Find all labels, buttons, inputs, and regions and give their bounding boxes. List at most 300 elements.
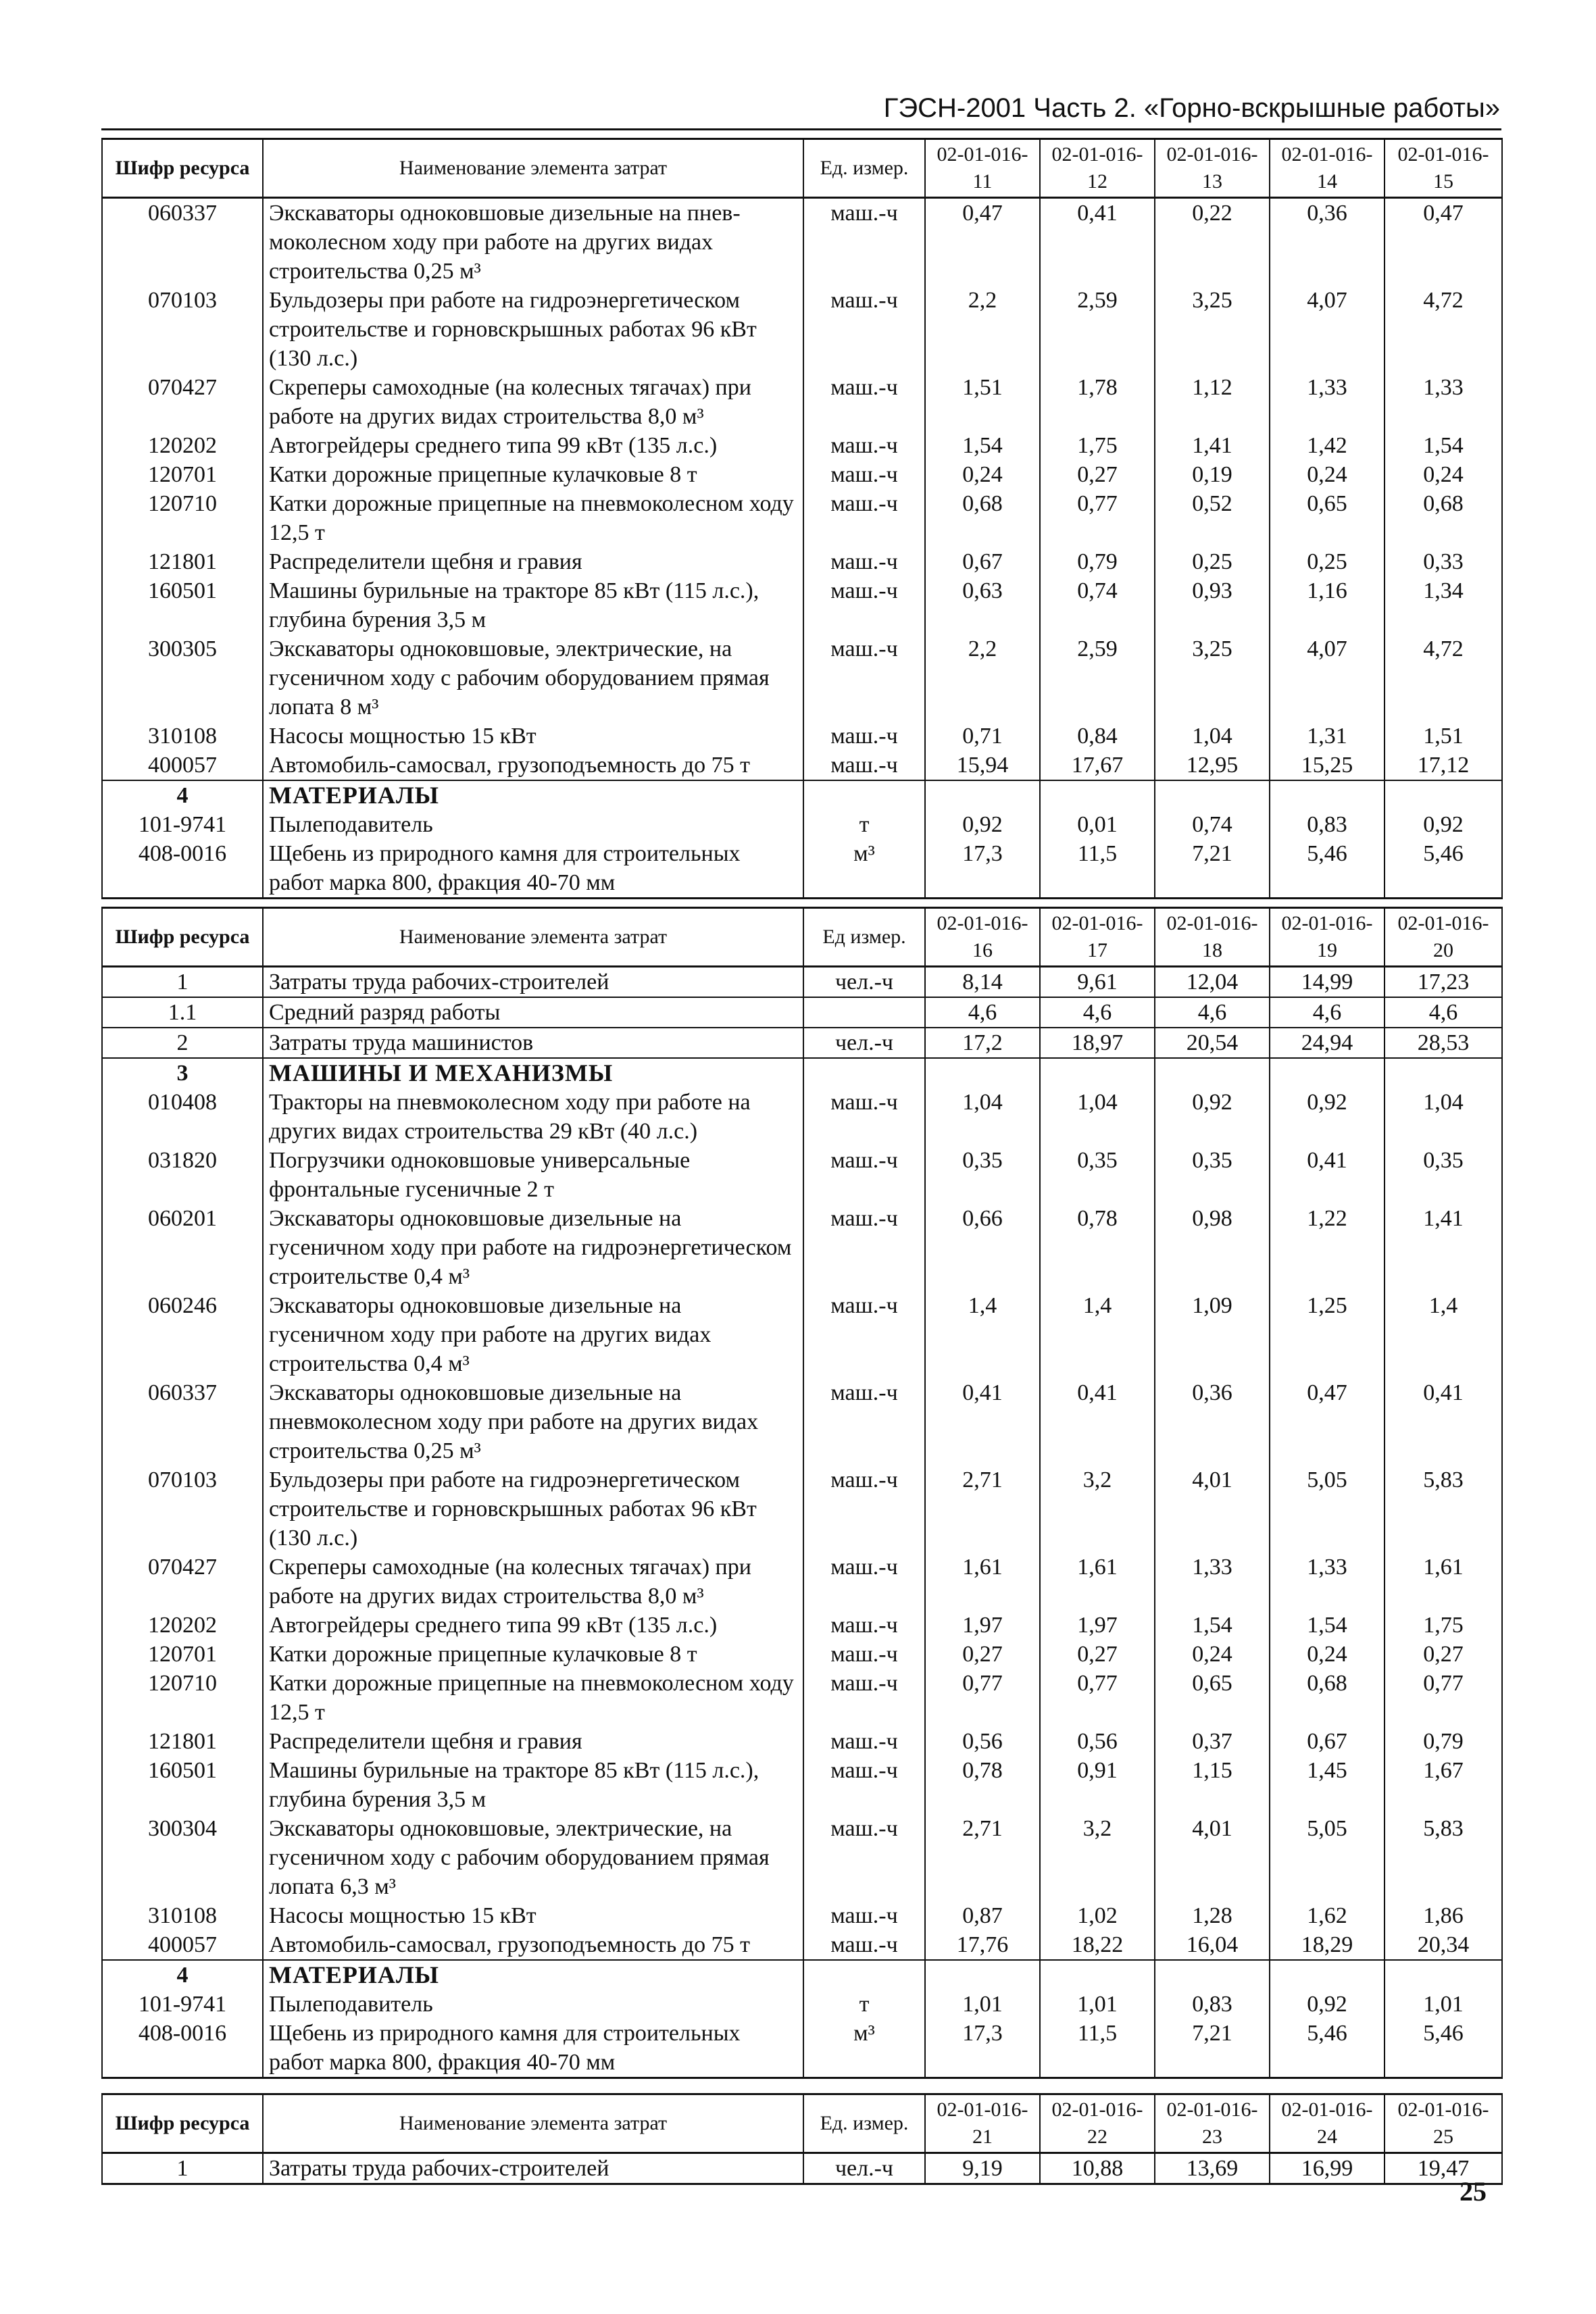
- resource-name: Погрузчики одноковшовые универсальные фронтальные гусеничные 2 т: [263, 1146, 803, 1204]
- norm-value: 1,41: [1385, 1204, 1502, 1291]
- norm-value: 18,22: [1040, 1930, 1155, 1960]
- norm-value: 0,78: [1040, 1204, 1155, 1291]
- section-row: [102, 780, 1502, 810]
- norm-value: 16,99: [1270, 2153, 1385, 2184]
- unit-of-measure: [803, 780, 925, 810]
- column-header-norm-code: 02-01-016-19: [1270, 908, 1385, 967]
- norm-value: 2,71: [925, 1465, 1040, 1553]
- resource-code: 121801: [102, 547, 263, 576]
- resource-name: Распределители щебня и гравия: [263, 1727, 803, 1756]
- norm-value: 0,91: [1040, 1756, 1155, 1814]
- table-row: [102, 198, 1502, 286]
- norm-value: 1,31: [1270, 722, 1385, 751]
- resource-code: 4: [102, 1960, 263, 1990]
- table-header-row: [102, 139, 1502, 198]
- unit-of-measure: маш.-ч: [803, 1727, 925, 1756]
- norm-value: 4,6: [1155, 997, 1270, 1028]
- resource-code: 400057: [102, 751, 263, 780]
- norm-value: 28,53: [1385, 1028, 1502, 1058]
- norm-value: 13,69: [1155, 2153, 1270, 2184]
- resource-name: Экскаваторы одноковшовые дизельные на пнев-моколесном ходу при работе на других видах строительства 0,25 м³: [263, 198, 803, 286]
- resource-name: Средний разряд работы: [263, 997, 803, 1028]
- column-header-norm-code: 02-01-016-17: [1040, 908, 1155, 967]
- norm-value: 0,36: [1155, 1378, 1270, 1465]
- norm-value: 0,33: [1385, 547, 1502, 576]
- norm-value: 1,61: [1385, 1553, 1502, 1611]
- norm-value: 20,54: [1155, 1028, 1270, 1058]
- column-header-norm-code: 02-01-016-15: [1385, 139, 1502, 198]
- resource-code: 1: [102, 967, 263, 998]
- table-row: [102, 839, 1502, 899]
- resource-name: Экскаваторы одноковшовые дизельные на гусеничном ходу при работе на гидроэнергетическом строительстве 0,4 м³: [263, 1204, 803, 1291]
- norm-value: 0,83: [1270, 810, 1385, 839]
- unit-of-measure: маш.-ч: [803, 286, 925, 373]
- norm-value: 0,74: [1040, 576, 1155, 634]
- resource-code: 310108: [102, 722, 263, 751]
- norm-value: 1,67: [1385, 1756, 1502, 1814]
- norm-value: 0,24: [1385, 460, 1502, 489]
- norm-value: 4,6: [1040, 997, 1155, 1028]
- norm-value: 0,68: [925, 489, 1040, 547]
- norm-value: 1,33: [1155, 1553, 1270, 1611]
- norm-value: 0,01: [1040, 810, 1155, 839]
- norm-value: 0,35: [1385, 1146, 1502, 1204]
- resource-name: Пылеподавитель: [263, 1990, 803, 2019]
- column-header-name: Наименование элемента затрат: [263, 908, 803, 967]
- norm-value: 1,51: [1385, 722, 1502, 751]
- table-row: [102, 1669, 1502, 1727]
- norm-value: [1040, 1960, 1155, 1990]
- norm-value: 0,35: [1155, 1146, 1270, 1204]
- norm-value: 5,46: [1385, 839, 1502, 899]
- resource-name: Автогрейдеры среднего типа 99 кВт (135 л.с.): [263, 431, 803, 460]
- norm-value: 0,19: [1155, 460, 1270, 489]
- norm-value: 2,59: [1040, 634, 1155, 722]
- unit-of-measure: маш.-ч: [803, 751, 925, 780]
- table-row: [102, 1028, 1502, 1058]
- unit-of-measure: чел.-ч: [803, 1028, 925, 1058]
- column-header-unit: Ед измер.: [803, 908, 925, 967]
- norm-value: [1385, 1960, 1502, 1990]
- norm-value: 0,93: [1155, 576, 1270, 634]
- resource-code: 070427: [102, 373, 263, 431]
- column-header-norm-code: 02-01-016-20: [1385, 908, 1502, 967]
- norm-value: 4,72: [1385, 634, 1502, 722]
- column-header-norm-code: 02-01-016-24: [1270, 2094, 1385, 2153]
- norm-value: 0,98: [1155, 1204, 1270, 1291]
- norm-value: 20,34: [1385, 1930, 1502, 1960]
- norm-value: 10,88: [1040, 2153, 1155, 2184]
- norm-value: 14,99: [1270, 967, 1385, 998]
- norm-value: 1,97: [1040, 1611, 1155, 1640]
- norm-value: 0,56: [1040, 1727, 1155, 1756]
- table-row: [102, 722, 1502, 751]
- norm-value: 17,3: [925, 839, 1040, 899]
- resource-code: 120701: [102, 1640, 263, 1669]
- norm-value: 4,6: [1385, 997, 1502, 1028]
- column-header-unit: Ед. измер.: [803, 2094, 925, 2153]
- norm-value: 24,94: [1270, 1028, 1385, 1058]
- resource-name: Экскаваторы одноковшовые дизельные на пневмоколесном ходу при работе на других видах строительства 0,25 м³: [263, 1378, 803, 1465]
- norm-value: 0,27: [1040, 1640, 1155, 1669]
- resource-name: Пылеподавитель: [263, 810, 803, 839]
- resource-code: 160501: [102, 1756, 263, 1814]
- norm-value: 1,54: [1155, 1611, 1270, 1640]
- resource-code: 310108: [102, 1901, 263, 1930]
- resource-name: Тракторы на пневмоколесном ходу при работе на других видах строительства 29 кВт (40 л.с.): [263, 1088, 803, 1146]
- norm-value: [1270, 780, 1385, 810]
- column-header-norm-code: 02-01-016-14: [1270, 139, 1385, 198]
- norm-value: 0,77: [1040, 489, 1155, 547]
- norm-value: 1,54: [925, 431, 1040, 460]
- norm-value: 5,83: [1385, 1814, 1502, 1901]
- norm-value: 2,71: [925, 1814, 1040, 1901]
- norm-value: 1,04: [1155, 722, 1270, 751]
- table-row: [102, 1553, 1502, 1611]
- unit-of-measure: т: [803, 1990, 925, 2019]
- norm-value: [1385, 780, 1502, 810]
- resource-name: Щебень из природного камня для строительных работ марка 800, фракция 40-70 мм: [263, 2019, 803, 2078]
- resource-name: МАТЕРИАЛЫ: [263, 1960, 803, 1990]
- norm-value: 8,14: [925, 967, 1040, 998]
- norm-value: 0,25: [1270, 547, 1385, 576]
- norm-value: 11,5: [1040, 839, 1155, 899]
- norm-value: 1,45: [1270, 1756, 1385, 1814]
- table-row: [102, 489, 1502, 547]
- norm-value: 0,65: [1155, 1669, 1270, 1727]
- resource-code: 120202: [102, 431, 263, 460]
- norm-value: 5,83: [1385, 1465, 1502, 1553]
- norm-value: 1,04: [1385, 1088, 1502, 1146]
- resource-code: 101-9741: [102, 810, 263, 839]
- norm-value: 0,87: [925, 1901, 1040, 1930]
- norm-value: 0,77: [1385, 1669, 1502, 1727]
- column-header-norm-code: 02-01-016-11: [925, 139, 1040, 198]
- norm-value: 0,35: [1040, 1146, 1155, 1204]
- norm-value: 1,04: [925, 1088, 1040, 1146]
- norm-value: 4,07: [1270, 286, 1385, 373]
- header-rule: [101, 128, 1501, 130]
- unit-of-measure: маш.-ч: [803, 576, 925, 634]
- resource-table-1: [101, 138, 1503, 899]
- unit-of-measure: маш.-ч: [803, 1930, 925, 1960]
- unit-of-measure: т: [803, 810, 925, 839]
- resource-name: Катки дорожные прицепные на пневмоколесном ходу 12,5 т: [263, 1669, 803, 1727]
- norm-value: 0,63: [925, 576, 1040, 634]
- norm-value: 5,46: [1385, 2019, 1502, 2078]
- table-row: [102, 997, 1502, 1028]
- column-header-norm-code: 02-01-016-21: [925, 2094, 1040, 2153]
- norm-value: 0,74: [1155, 810, 1270, 839]
- norm-value: 0,92: [1270, 1088, 1385, 1146]
- resource-code: 120710: [102, 489, 263, 547]
- table-row: [102, 751, 1502, 780]
- table-row: [102, 967, 1502, 998]
- resource-name: МАШИНЫ И МЕХАНИЗМЫ: [263, 1058, 803, 1088]
- norm-value: 17,76: [925, 1930, 1040, 1960]
- unit-of-measure: м³: [803, 2019, 925, 2078]
- resource-code: 120710: [102, 1669, 263, 1727]
- resource-code: 408-0016: [102, 839, 263, 899]
- resource-code: 160501: [102, 576, 263, 634]
- norm-value: 1,61: [925, 1553, 1040, 1611]
- table-row: [102, 286, 1502, 373]
- resource-name: Экскаваторы одноковшовые, электрические, на гусеничном ходу с рабочим оборудованием прямая лопата 6,3 м³: [263, 1814, 803, 1901]
- resource-name: Машины бурильные на тракторе 85 кВт (115 л.с.), глубина бурения 3,5 м: [263, 576, 803, 634]
- norm-value: 0,56: [925, 1727, 1040, 1756]
- resource-code: 070103: [102, 1465, 263, 1553]
- norm-value: 0,66: [925, 1204, 1040, 1291]
- table-row: [102, 1204, 1502, 1291]
- table-row: [102, 634, 1502, 722]
- unit-of-measure: маш.-ч: [803, 1814, 925, 1901]
- section-row: [102, 1058, 1502, 1088]
- resource-name: Щебень из природного камня для строительных работ марка 800, фракция 40-70 мм: [263, 839, 803, 899]
- page-number: 25: [1460, 2176, 1487, 2207]
- table-row: [102, 373, 1502, 431]
- norm-value: 5,46: [1270, 839, 1385, 899]
- table-row: [102, 1378, 1502, 1465]
- norm-value: 0,24: [1270, 1640, 1385, 1669]
- norm-value: 0,65: [1270, 489, 1385, 547]
- norm-value: 0,47: [1385, 198, 1502, 286]
- column-header-unit: Ед. измер.: [803, 139, 925, 198]
- table-header-row: [102, 908, 1502, 967]
- norm-value: 5,05: [1270, 1465, 1385, 1553]
- norm-value: 9,61: [1040, 967, 1155, 998]
- resource-code: 300304: [102, 1814, 263, 1901]
- norm-value: 1,04: [1040, 1088, 1155, 1146]
- norm-value: 1,51: [925, 373, 1040, 431]
- column-header-norm-code: 02-01-016-18: [1155, 908, 1270, 967]
- table-row: [102, 1146, 1502, 1204]
- norm-value: 0,47: [925, 198, 1040, 286]
- table-row: [102, 1611, 1502, 1640]
- resource-code: 120701: [102, 460, 263, 489]
- resource-name: Скреперы самоходные (на колесных тягачах) при работе на других видах строительства 8,0 м³: [263, 373, 803, 431]
- norm-value: 2,59: [1040, 286, 1155, 373]
- unit-of-measure: маш.-ч: [803, 1204, 925, 1291]
- table-row: [102, 1088, 1502, 1146]
- table-row: [102, 431, 1502, 460]
- norm-value: 17,12: [1385, 751, 1502, 780]
- norm-value: 1,01: [1385, 1990, 1502, 2019]
- norm-value: 1,33: [1385, 373, 1502, 431]
- resource-name: Автомобиль-самосвал, грузоподъемность до 75 т: [263, 1930, 803, 1960]
- norm-value: 9,19: [925, 2153, 1040, 2184]
- table-header-row: [102, 2094, 1502, 2153]
- resource-code: 300305: [102, 634, 263, 722]
- unit-of-measure: чел.-ч: [803, 2153, 925, 2184]
- norm-value: [925, 780, 1040, 810]
- unit-of-measure: маш.-ч: [803, 1378, 925, 1465]
- norm-value: 1,28: [1155, 1901, 1270, 1930]
- norm-value: 3,2: [1040, 1814, 1155, 1901]
- norm-value: 1,78: [1040, 373, 1155, 431]
- norm-value: 1,54: [1385, 431, 1502, 460]
- norm-value: 0,41: [1040, 198, 1155, 286]
- norm-value: 17,3: [925, 2019, 1040, 2078]
- norm-value: 0,24: [1270, 460, 1385, 489]
- norm-value: [1385, 1058, 1502, 1088]
- norm-value: 0,24: [1155, 1640, 1270, 1669]
- norm-value: 2,2: [925, 286, 1040, 373]
- norm-value: 1,09: [1155, 1291, 1270, 1378]
- norm-value: 1,16: [1270, 576, 1385, 634]
- unit-of-measure: [803, 1960, 925, 1990]
- norm-value: 5,46: [1270, 2019, 1385, 2078]
- norm-value: 1,02: [1040, 1901, 1155, 1930]
- norm-value: 4,6: [1270, 997, 1385, 1028]
- norm-value: 0,67: [1270, 1727, 1385, 1756]
- table-row: [102, 1814, 1502, 1901]
- column-header-code: Шифр ресурса: [102, 908, 263, 967]
- norm-value: 1,86: [1385, 1901, 1502, 1930]
- norm-value: 3,2: [1040, 1465, 1155, 1553]
- resource-name: Бульдозеры при работе на гидроэнергетическом строительстве и горновскрышных работах 96 кВт (130 л.с.): [263, 1465, 803, 1553]
- norm-value: 0,41: [1385, 1378, 1502, 1465]
- norm-value: 1,4: [1040, 1291, 1155, 1378]
- norm-value: 0,71: [925, 722, 1040, 751]
- page-header: ГЭСН-2001 Часть 2. «Горно-вскрышные работы»: [883, 93, 1500, 123]
- norm-value: 3,25: [1155, 286, 1270, 373]
- resource-code: 400057: [102, 1930, 263, 1960]
- resource-code: 4: [102, 780, 263, 810]
- unit-of-measure: маш.-ч: [803, 460, 925, 489]
- unit-of-measure: маш.-ч: [803, 634, 925, 722]
- resource-name: Затраты труда рабочих-строителей: [263, 967, 803, 998]
- norm-value: 1,01: [1040, 1990, 1155, 2019]
- norm-value: 0,25: [1155, 547, 1270, 576]
- unit-of-measure: чел.-ч: [803, 967, 925, 998]
- resource-name: Насосы мощностью 15 кВт: [263, 722, 803, 751]
- unit-of-measure: маш.-ч: [803, 431, 925, 460]
- resource-name: МАТЕРИАЛЫ: [263, 780, 803, 810]
- resource-code: 060246: [102, 1291, 263, 1378]
- norm-value: 0,36: [1270, 198, 1385, 286]
- resource-code: 408-0016: [102, 2019, 263, 2078]
- resource-name: Катки дорожные прицепные на пневмоколесном ходу 12,5 т: [263, 489, 803, 547]
- norm-value: 0,92: [925, 810, 1040, 839]
- table-row: [102, 2019, 1502, 2078]
- norm-value: 0,27: [1385, 1640, 1502, 1669]
- norm-value: [1270, 1058, 1385, 1088]
- resource-code: 3: [102, 1058, 263, 1088]
- norm-value: 5,05: [1270, 1814, 1385, 1901]
- norm-value: 18,97: [1040, 1028, 1155, 1058]
- table-row: [102, 576, 1502, 634]
- norm-value: 4,72: [1385, 286, 1502, 373]
- norm-value: 0,84: [1040, 722, 1155, 751]
- norm-value: 0,92: [1270, 1990, 1385, 2019]
- norm-value: 0,41: [925, 1378, 1040, 1465]
- resource-name: Автогрейдеры среднего типа 99 кВт (135 л.с.): [263, 1611, 803, 1640]
- unit-of-measure: маш.-ч: [803, 547, 925, 576]
- norm-value: 7,21: [1155, 2019, 1270, 2078]
- norm-value: 0,41: [1270, 1146, 1385, 1204]
- norm-value: 15,25: [1270, 751, 1385, 780]
- norm-value: 0,78: [925, 1756, 1040, 1814]
- resource-name: Экскаваторы одноковшовые, электрические, на гусеничном ходу с рабочим оборудованием прямая лопата 8 м³: [263, 634, 803, 722]
- norm-value: 1,33: [1270, 373, 1385, 431]
- norm-value: 16,04: [1155, 1930, 1270, 1960]
- norm-value: 1,61: [1040, 1553, 1155, 1611]
- table-row: [102, 1727, 1502, 1756]
- unit-of-measure: маш.-ч: [803, 373, 925, 431]
- resource-code: 031820: [102, 1146, 263, 1204]
- norm-value: 1,15: [1155, 1756, 1270, 1814]
- norm-value: 7,21: [1155, 839, 1270, 899]
- norm-value: [1155, 1960, 1270, 1990]
- norm-value: 0,22: [1155, 198, 1270, 286]
- resource-code: 010408: [102, 1088, 263, 1146]
- norm-value: 0,52: [1155, 489, 1270, 547]
- norm-value: 0,24: [925, 460, 1040, 489]
- unit-of-measure: маш.-ч: [803, 1088, 925, 1146]
- resource-name: Затраты труда рабочих-строителей: [263, 2153, 803, 2184]
- resource-name: Машины бурильные на тракторе 85 кВт (115 л.с.), глубина бурения 3,5 м: [263, 1756, 803, 1814]
- norm-value: 1,33: [1270, 1553, 1385, 1611]
- unit-of-measure: маш.-ч: [803, 1640, 925, 1669]
- unit-of-measure: маш.-ч: [803, 1611, 925, 1640]
- norm-value: [925, 1960, 1040, 1990]
- norm-value: 1,25: [1270, 1291, 1385, 1378]
- resource-code: 121801: [102, 1727, 263, 1756]
- norm-value: [1155, 780, 1270, 810]
- resource-code: 2: [102, 1028, 263, 1058]
- norm-value: 17,2: [925, 1028, 1040, 1058]
- column-header-norm-code: 02-01-016-25: [1385, 2094, 1502, 2153]
- norm-value: 1,75: [1040, 431, 1155, 460]
- norm-value: [1270, 1960, 1385, 1990]
- norm-value: 0,35: [925, 1146, 1040, 1204]
- norm-value: 0,83: [1155, 1990, 1270, 2019]
- table-row: [102, 1930, 1502, 1960]
- norm-value: [1155, 1058, 1270, 1088]
- norm-value: 0,79: [1385, 1727, 1502, 1756]
- unit-of-measure: маш.-ч: [803, 1291, 925, 1378]
- norm-value: [1040, 780, 1155, 810]
- table-row: [102, 1990, 1502, 2019]
- resource-code: 060337: [102, 1378, 263, 1465]
- norm-value: 1,4: [1385, 1291, 1502, 1378]
- norm-value: 1,54: [1270, 1611, 1385, 1640]
- resource-name: Бульдозеры при работе на гидроэнергетическом строительстве и горновскрышных работах 96 кВт (130 л.с.): [263, 286, 803, 373]
- unit-of-measure: маш.-ч: [803, 1465, 925, 1553]
- norm-value: 0,68: [1385, 489, 1502, 547]
- norm-value: 1,97: [925, 1611, 1040, 1640]
- resource-code: 070103: [102, 286, 263, 373]
- norm-value: 17,23: [1385, 967, 1502, 998]
- resource-name: Затраты труда машинистов: [263, 1028, 803, 1058]
- column-header-code: Шифр ресурса: [102, 139, 263, 198]
- resource-code: 060201: [102, 1204, 263, 1291]
- norm-value: 15,94: [925, 751, 1040, 780]
- norm-value: 0,67: [925, 547, 1040, 576]
- norm-value: 1,12: [1155, 373, 1270, 431]
- norm-value: 0,27: [925, 1640, 1040, 1669]
- column-header-name: Наименование элемента затрат: [263, 2094, 803, 2153]
- resource-name: Катки дорожные прицепные кулачковые 8 т: [263, 460, 803, 489]
- norm-value: 1,34: [1385, 576, 1502, 634]
- resource-table-2: [101, 907, 1503, 2079]
- norm-value: 1,4: [925, 1291, 1040, 1378]
- norm-value: 1,75: [1385, 1611, 1502, 1640]
- column-header-name: Наименование элемента затрат: [263, 139, 803, 198]
- norm-value: 1,42: [1270, 431, 1385, 460]
- table-row: [102, 1756, 1502, 1814]
- norm-value: 12,95: [1155, 751, 1270, 780]
